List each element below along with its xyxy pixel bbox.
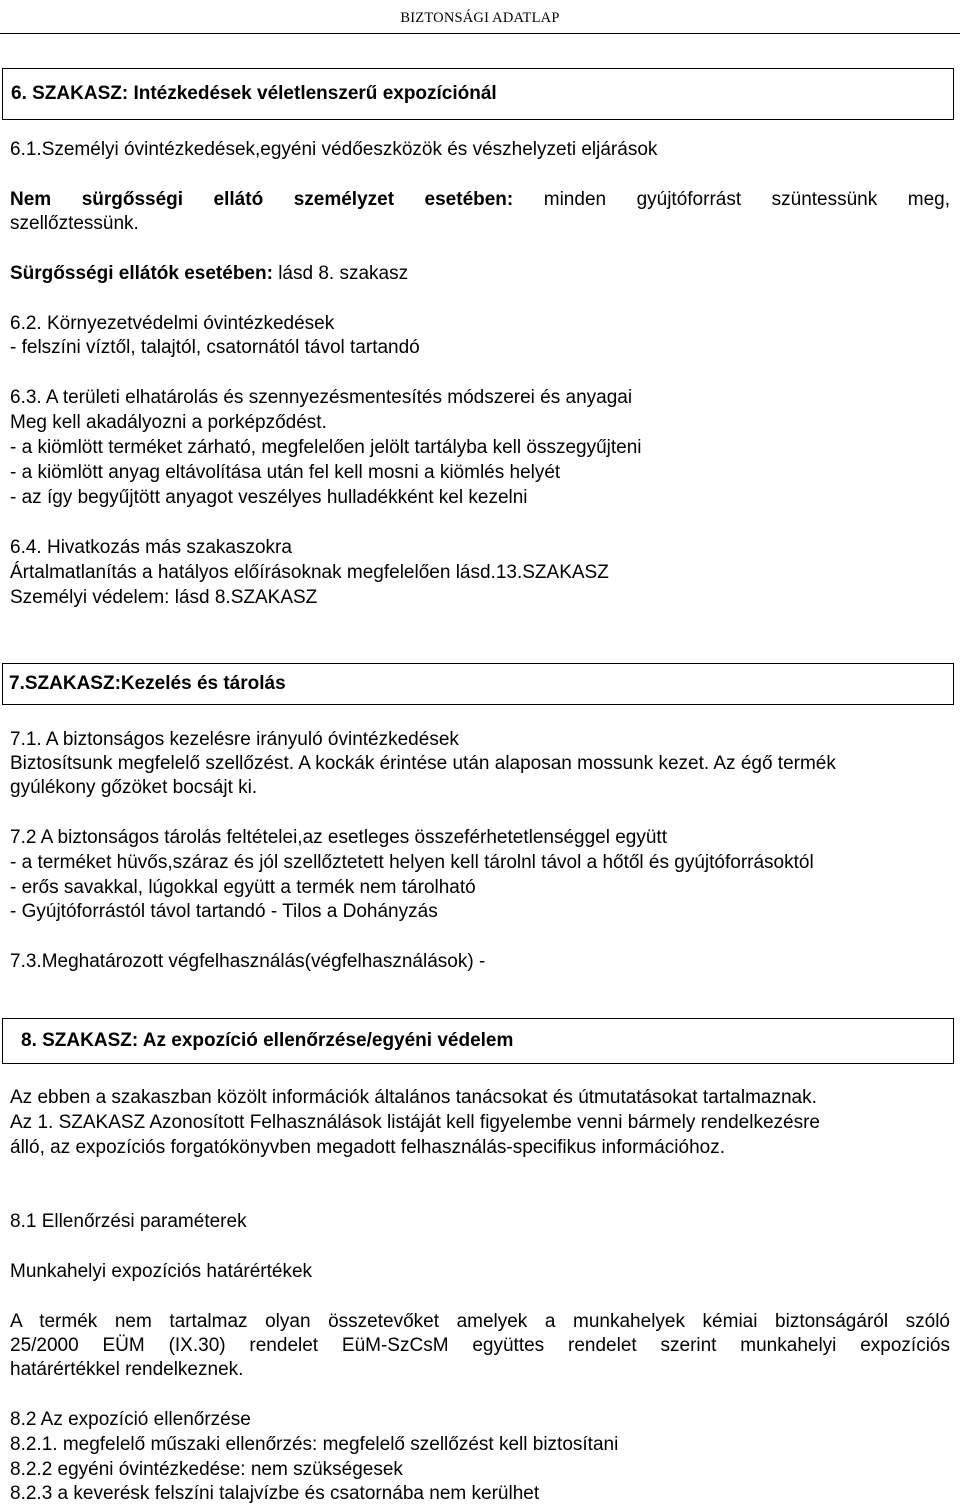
section-7-3-heading: 7.3.Meghatározott végfelhasználás(végfelhasználások) - <box>10 951 486 972</box>
section-8-1-paragraph-line-2: 25/2000 EÜM (IX.30) rendelet EüM-SzCsM együttes rendelet szerint munkahelyi expozíciós <box>10 1335 950 1356</box>
section-8-intro-line-1: Az ebben a szakaszban közölt információk általános tanácsokat és útmutatásokat tartalmaznak. <box>10 1087 817 1108</box>
section-8-2-1-line: 8.2.1. megfelelő műszaki ellenőrzés: megfelelő szellőzést kell biztosítani <box>10 1434 619 1455</box>
section-7-2-heading: 7.2 A biztonságos tárolás feltételei,az esetleges összeférhetetlenséggel együtt <box>10 827 667 848</box>
emergency-text: lásd 8. szakasz <box>272 263 409 284</box>
section-7-heading-box <box>2 663 954 705</box>
section-8-2-2-line: 8.2.2 egyéni óvintézkedése: nem szükségesek <box>10 1459 403 1480</box>
section-7-2-line-1: - a terméket hüvős,száraz és jól szellőztetett helyen kell tárolnl távol a hőtől és gyújtóforrásoktól <box>10 852 814 873</box>
nonemergency-text-cont: szellőztessünk. <box>10 213 139 234</box>
section-8-heading-box <box>2 1018 954 1064</box>
emergency-paragraph <box>10 262 408 286</box>
section-6-heading-box <box>2 68 954 120</box>
section-6-3-heading: 6.3. A területi elhatárolás és szennyezésmentesítés módszerei és anyagai <box>10 387 633 408</box>
section-6-3-line-4: - az így begyűjtött anyagot veszélyes hulladékként kel kezelni <box>10 487 528 508</box>
nonemergency-label: Nem sürgősségi ellátó személyzet esetében: <box>10 189 514 210</box>
section-6-title: 6. SZAKASZ: Intézkedések véletlenszerű expozíciónál <box>11 83 497 104</box>
nonemergency-paragraph <box>10 188 950 212</box>
section-6-4-line-1: Ártalmatlanítás a hatályos előírásoknak megfelelően lásd.13.SZAKASZ <box>10 562 609 583</box>
section-8-title: 8. SZAKASZ: Az expozíció ellenőrzése/egyéni védelem <box>21 1030 514 1051</box>
section-8-1-paragraph-line-3: határértékkel rendelkeznek. <box>10 1359 244 1380</box>
header-divider <box>0 33 960 34</box>
section-6-2-line: - felszíni víztől, talajtól, csatornától távol tartandó <box>10 337 420 358</box>
section-6-3-line-2: - a kiömlött terméket zárható, megfelelően jelölt tartályba kell összegyűjteni <box>10 437 642 458</box>
section-7-1-heading: 7.1. A biztonságos kezelésre irányuló óvintézkedések <box>10 729 459 750</box>
section-8-1-heading: 8.1 Ellenőrzési paraméterek <box>10 1211 247 1232</box>
section-8-intro-line-2: Az 1. SZAKASZ Azonosított Felhasználások listáját kell figyelembe venni bármely rendelkezésre <box>10 1112 820 1133</box>
section-6-2-heading: 6.2. Környezetvédelmi óvintézkedések <box>10 313 335 334</box>
section-6-4-heading: 6.4. Hivatkozás más szakaszokra <box>10 537 292 558</box>
document-header: BIZTONSÁGI ADATLAP <box>400 10 560 26</box>
section-8-1-paragraph-line-1: A termék nem tartalmaz olyan összetevőket amelyek a munkahelyek kémiai biztonságáról szóló <box>10 1311 950 1332</box>
section-6-3-line-1: Meg kell akadályozni a porképződést. <box>10 412 327 433</box>
section-7-2-line-3: - Gyújtóforrástól távol tartandó - Tilos a Dohányzás <box>10 901 438 922</box>
section-6-4-line-2: Személyi védelem: lásd 8.SZAKASZ <box>10 587 318 608</box>
emergency-label: Sürgősségi ellátók esetében: <box>10 263 273 284</box>
section-8-1-subheading: Munkahelyi expozíciós határértékek <box>10 1261 313 1282</box>
section-7-2-line-2: - erős savakkal, lúgokkal együtt a termék nem tárolható <box>10 877 476 898</box>
section-8-intro-line-3: álló, az expozíciós forgatókönyvben megadott felhasználás-specifikus információhoz. <box>10 1137 725 1158</box>
section-6-1-heading: 6.1.Személyi óvintézkedések,egyéni védőeszközök és vészhelyzeti eljárások <box>10 139 658 160</box>
nonemergency-text: minden gyújtóforrást szüntessünk meg, <box>513 189 950 210</box>
section-6-3-line-3: - a kiömlött anyag eltávolítása után fel kell mosni a kiömlés helyét <box>10 462 561 483</box>
section-8-2-heading: 8.2 Az expozíció ellenőrzése <box>10 1409 251 1430</box>
section-7-title: 7.SZAKASZ:Kezelés és tárolás <box>9 673 286 694</box>
section-7-1-line-1: Biztosítsunk megfelelő szellőzést. A kockák érintése után alaposan mossunk kezet. Az égő termék <box>10 753 836 774</box>
section-8-2-3-line: 8.2.3 a keverésk felszíni talajvízbe és csatornába nem kerülhet <box>10 1483 540 1504</box>
section-7-1-line-2: gyúlékony gőzöket bocsájt ki. <box>10 777 258 798</box>
